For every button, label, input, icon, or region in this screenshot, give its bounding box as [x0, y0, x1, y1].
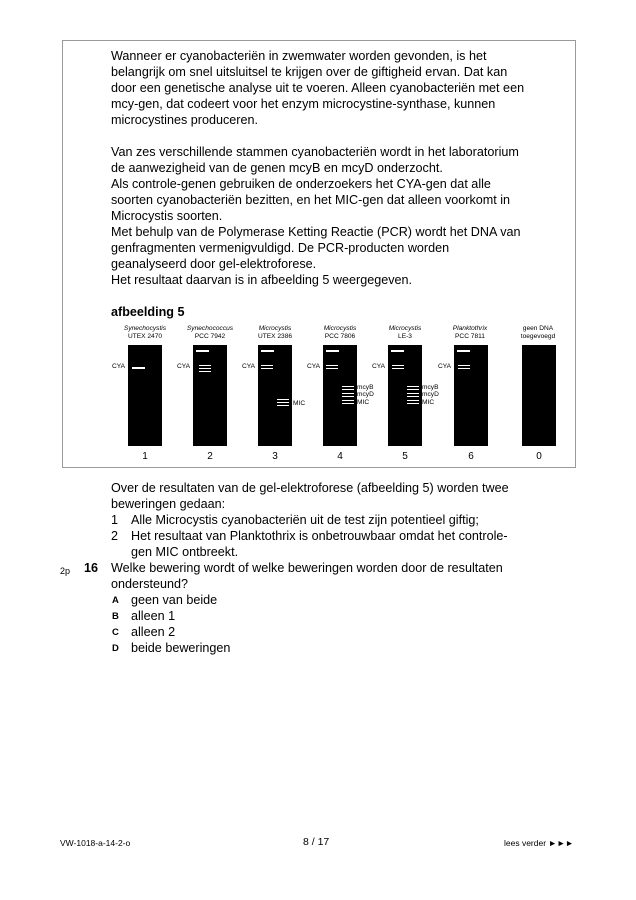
gel-column-header: Microcystis UTEX 2386 [257, 325, 293, 340]
band-mic [407, 403, 419, 404]
option-text: alleen 1 [131, 609, 176, 623]
intro-line: door een genetische analyse uit te voeren. Alleen cyanobacteriën met een [111, 81, 525, 95]
gel-label: MIC [357, 399, 370, 406]
gel-label: CYA [372, 363, 386, 370]
gel-lane [522, 345, 556, 446]
footer-page-number: 8 / 17 [303, 836, 330, 848]
band-mic [407, 400, 419, 401]
intro-line: de aanwezigheid van de genen mcyB en mcyD onderzocht. [111, 161, 443, 175]
band-cya [392, 365, 404, 366]
intro-line: belangrijk om snel uitsluitsel te krijgen over de giftigheid ervan. Dat kan [111, 65, 508, 79]
lane-number: 4 [337, 451, 343, 462]
gel-label: mcyB [422, 384, 439, 391]
intro-line: Van zes verschillende stammen cyanobacteriën wordt in het laboratorium [111, 145, 519, 159]
band-well [391, 350, 404, 352]
question-text: ondersteund? [111, 577, 189, 591]
intro-line: Het resultaat daarvan is in afbeelding 5 weergegeven. [111, 273, 413, 287]
band-cya [132, 367, 145, 369]
gel-column-header: Microcystis LE-3 [388, 325, 422, 340]
lane-number: 3 [272, 451, 278, 462]
gel-column-header: Microcystis PCC 7806 [323, 325, 357, 340]
lane-number: 1 [142, 451, 148, 462]
gel-column-header: geen DNA toegevoegd [520, 325, 556, 340]
statement-text: gen MIC ontbreekt. [131, 545, 239, 559]
band-mic [342, 403, 354, 404]
band-well [457, 350, 470, 352]
lane-number: 2 [207, 451, 213, 462]
footer-code: VW-1018-a-14-2-o [60, 838, 131, 848]
lane-number: 0 [536, 451, 542, 462]
band-mcyd [342, 393, 354, 394]
option-text: alleen 2 [131, 625, 176, 639]
gel-column-header: Synechocystis UTEX 2470 [123, 325, 167, 340]
gel-lane [128, 345, 162, 446]
band-mcyd [407, 396, 419, 397]
band-well [326, 350, 339, 352]
option-text: beide beweringen [131, 641, 231, 655]
band-well [196, 350, 209, 352]
gel-label: MIC [293, 400, 306, 407]
gel-label: mcyB [357, 384, 374, 391]
band-cya [326, 368, 338, 369]
band-mcyb [342, 389, 354, 390]
gel-lane [323, 345, 357, 446]
question-points: 2p [60, 566, 71, 576]
band-mcyb [407, 389, 419, 390]
option-text: geen van beide [131, 593, 218, 607]
gel-label: CYA [438, 363, 452, 370]
gel-label: CYA [242, 363, 256, 370]
option-letter: C [112, 627, 119, 638]
gel-label: mcyD [422, 391, 439, 398]
band-cya [199, 371, 211, 372]
band-mcyd [407, 393, 419, 394]
question-text: Welke bewering wordt of welke beweringen worden door de resultaten [111, 561, 503, 575]
gel-label: CYA [112, 363, 126, 370]
gel-lane [258, 345, 292, 446]
question-number: 16 [84, 561, 99, 575]
gel-label: CYA [307, 363, 321, 370]
lane-number: 6 [468, 451, 474, 462]
band-cya [261, 365, 273, 366]
intro-line: geanalyseerd door gel-elektroforese. [111, 257, 317, 271]
gel-column-header: Planktothrix PCC 7811 [452, 325, 488, 340]
band-cya [199, 365, 211, 366]
band-mic [342, 400, 354, 401]
gel-label: CYA [177, 363, 191, 370]
intro-line: soorten cyanobacteriën bezitten, en het MIC-gen dat alleen voorkomt in [111, 193, 511, 207]
intro-line: Als controle-genen gebruiken de onderzoekers het CYA-gen dat alle [111, 177, 491, 191]
intro-line: genfragmenten vermenigvuldigd. De PCR-producten worden [111, 241, 450, 255]
band-mcyb [407, 386, 419, 387]
gel-label: mcyD [357, 391, 374, 398]
intro-line: microcystines produceren. [111, 113, 258, 127]
statement-number: 2 [111, 529, 119, 543]
gel-label: MIC [422, 399, 435, 406]
band-mcyd [342, 396, 354, 397]
band-well [261, 350, 274, 352]
option-letter: B [112, 611, 119, 622]
question-intro-line: Over de resultaten van de gel-elektroforese (afbeelding 5) worden twee [111, 481, 509, 495]
footer-next: lees verder ►►► [504, 838, 574, 848]
figure-title: afbeelding 5 [111, 305, 185, 319]
intro-line: Microcystis soorten. [111, 209, 223, 223]
option-letter: A [112, 595, 119, 606]
intro-line: Met behulp van de Polymerase Ketting Reactie (PCR) wordt het DNA van [111, 225, 521, 239]
gel-column-header: Synechococcus PCC 7942 [186, 325, 234, 340]
option-letter: D [112, 643, 119, 654]
band-cya [458, 365, 470, 366]
band-mic [277, 405, 289, 406]
question-intro-line: beweringen gedaan: [111, 497, 226, 511]
statement-text: Het resultaat van Planktothrix is onbetrouwbaar omdat het controle- [131, 529, 508, 543]
statement-text: Alle Microcystis cyanobacteriën uit de test zijn potentieel giftig; [131, 513, 479, 527]
band-cya [261, 368, 273, 369]
gel-lane [193, 345, 227, 446]
gel-lane [388, 345, 422, 446]
band-cya [199, 368, 211, 369]
gel-lane [454, 345, 488, 446]
band-cya [326, 365, 338, 366]
band-cya [392, 368, 404, 369]
statement-number: 1 [111, 513, 119, 527]
intro-line: mcy-gen, dat codeert voor het enzym microcystine-synthase, kunnen [111, 97, 496, 111]
band-mic [277, 399, 289, 400]
lane-number: 5 [402, 451, 408, 462]
band-cya [458, 368, 470, 369]
band-mcyb [342, 386, 354, 387]
intro-line: Wanneer er cyanobacteriën in zwemwater worden gevonden, is het [111, 49, 487, 63]
band-mic [277, 402, 289, 403]
